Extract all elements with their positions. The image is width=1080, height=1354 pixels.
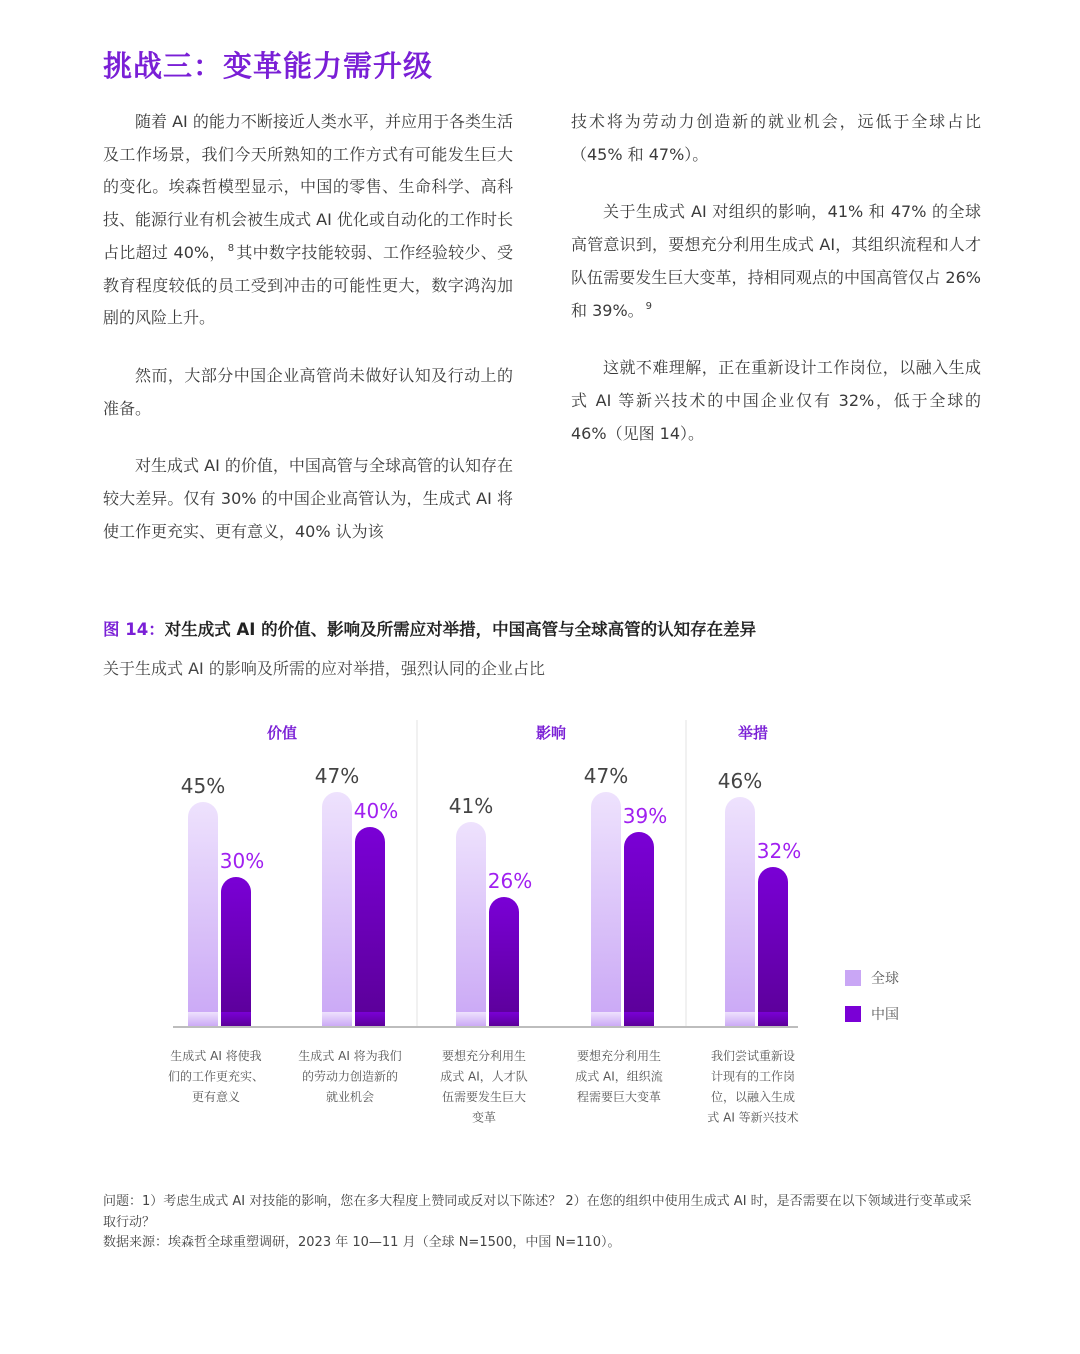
bar-china [624,832,654,1027]
bar-china-base [489,1012,519,1027]
bar-china-base [624,1012,654,1027]
bar-china [758,867,788,1027]
bar-global [456,822,486,1027]
category-label: 成式 AI，人才队 [440,1069,528,1084]
bar-china-base [355,1012,385,1027]
category-label: 我们尝试重新设 [710,1049,796,1063]
group-label: 价值 [266,724,298,742]
category-label: 要想充分利用生 [441,1049,527,1063]
category-label: 程需要巨大变革 [576,1090,662,1104]
footnote-ref: 9 [645,301,653,313]
category-label: 生成式 AI 将使我 [170,1049,262,1063]
bar-global [322,792,352,1027]
figure-title-text: 对生成式 AI 的价值、影响及所需应对举措，中国高管与全球高管的认知存在差异 [164,620,757,639]
value-label-global: 46% [717,769,763,793]
bar-china [489,897,519,1027]
category-label: 计现有的工作岗 [710,1069,796,1084]
footnote-question: 问题：1）考虑生成式 AI 对技能的影响，您在多大程度上赞同或反对以下陈述？ 2）在您的组织中使用生成式 AI 时，是否需要在以下领域进行变革或采取行动？ [103,1194,972,1230]
bar-global-base [188,1012,218,1027]
category-label: 的劳动力创造新的 [301,1069,399,1084]
value-label-global: 45% [180,774,226,798]
bar-china [221,877,251,1027]
footnote [103,1192,983,1254]
footnote-ref: 8 [227,243,235,255]
paragraph-text: 其中数字技能较弱、工作经验较少、受教育程度较低的员工受到冲击的可能性更大，数字鸿沟加剧的风险上升。 [103,242,513,328]
bar-global [188,802,218,1027]
category-label: 更有意义 [191,1090,241,1104]
legend-swatch-china [845,1006,861,1022]
category-label: 变革 [471,1110,497,1125]
paragraph-redesign: 这就不难理解，正在重新设计工作岗位，以融入生成式 AI 等新兴技术的中国企业仅有 32%，低于全球的 46%（见图 14）。 [571,358,981,443]
legend-swatch-global [845,970,861,986]
paragraph-text: 随着 AI 的能力不断接近人类水平，并应用于各类生活及工作场景，我们今天所熟知的工作方式有可能发生巨大的变化。埃森哲模型显示，中国的零售、生命科学、高科技、能源行业有机会被生成式 AI 优化或自动化的工作时长占比超过 40%， [103,112,513,262]
value-label-china: 40% [353,799,399,823]
footnote-source: 数据来源：埃森哲全球重塑调研，2023 年 10—11 月（全球 N=1500，中国 N=110）。 [103,1235,621,1250]
bar-global-base [725,1012,755,1027]
bar-global [591,792,621,1027]
bar-global-base [322,1012,352,1027]
legend-label-china: 中国 [871,1007,899,1023]
value-label-china: 30% [219,849,265,873]
bar-china-base [221,1012,251,1027]
category-label: 成式 AI，组织流 [575,1069,663,1084]
group-label: 举措 [737,724,769,742]
category-label: 式 AI 等新兴技术 [707,1110,799,1125]
value-label-global: 41% [448,794,494,818]
paragraph-continued: 技术将为劳动力创造新的就业机会，远低于全球占比（45% 和 47%）。 [571,112,981,164]
bar-global [725,797,755,1027]
paragraph-text: 关于生成式 AI 对组织的影响，41% 和 47% 的全球高管意识到，要想充分利用生成式 AI，其组织流程和人才队伍需要发生巨大变革，持相同观点的中国高管仅占 26% 和 39%。 [571,202,981,320]
legend-label-global: 全球 [871,971,899,987]
bar-china-base [758,1012,788,1027]
category-label: 就业机会 [325,1090,375,1104]
value-label-china: 39% [622,804,668,828]
figure-subtitle: 关于生成式 AI 的影响及所需的应对举措，强烈认同的企业占比 [103,659,545,678]
bar-china [355,827,385,1027]
value-label-china: 32% [756,839,802,863]
category-label: 伍需要发生巨大 [441,1090,527,1104]
figure-label: 图 14： [103,620,165,639]
group-label: 影响 [535,724,567,742]
paragraph-not-ready: 然而，大部分中国企业高管尚未做好认知及行动上的准备。 [103,365,513,418]
value-label-global: 47% [583,764,629,788]
value-label-china: 26% [487,869,533,893]
paragraph-value-gap: 对生成式 AI 的价值，中国高管与全球高管的认知存在较大差异。仅有 30% 的中国企业高管认为，生成式 AI 将使工作更充实、更有意义，40% 认为该 [103,456,513,541]
bar-global-base [456,1012,486,1027]
value-label-global: 47% [314,764,360,788]
category-label: 生成式 AI 将为我们 [298,1049,402,1063]
section-heading: 挑战三：变革能力需升级 [103,49,434,83]
category-label: 位，以融入生成 [710,1090,796,1104]
category-label: 要想充分利用生 [576,1049,662,1063]
bar-global-base [591,1012,621,1027]
category-label: 们的工作更充实、 [167,1069,265,1084]
